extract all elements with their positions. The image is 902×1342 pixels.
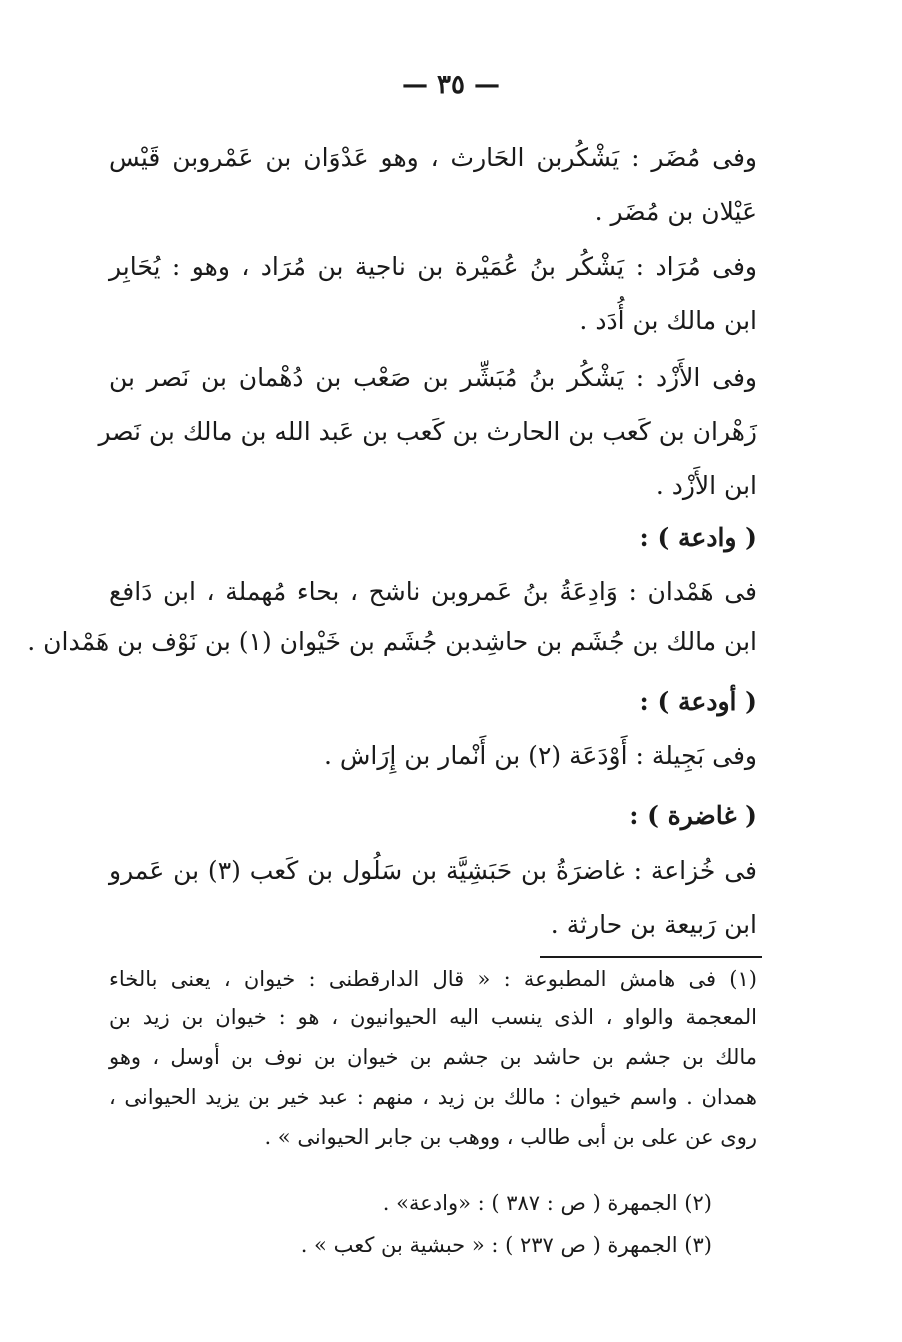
footnote-line: مالك بن جشم بن حاشد بن جشم بن خيوان بن نوف بن أوسل ، وهو bbox=[109, 1045, 757, 1069]
section-heading-ghadira: ( غاضرة ) : bbox=[629, 801, 757, 830]
text-line: وفى الأَزْد : يَشْكُر بنُ مُبَشِّر بن صَعْب بن دُهْمان بن نَصر بن bbox=[109, 363, 757, 392]
page-number: — ٣٥ — bbox=[401, 70, 501, 100]
text-line: ابن مالك بن جُشَم بن حاشِدبن جُشَم بن خَيْوان (١) بن نَوْف بن هَمْدان . bbox=[27, 627, 757, 656]
footnote-line: همدان . واسم خيوان : مالك بن زيد ، منهم : عبد خير بن يزيد الحيوانى ، bbox=[109, 1085, 757, 1109]
text-line: عَيْلان بن مُضَر . bbox=[594, 197, 757, 226]
footnote-rule bbox=[540, 956, 762, 958]
footnote-line: روى عن على بن أبى طالب ، ووهب بن جابر الحيوانى » . bbox=[264, 1125, 757, 1149]
text-line: وفى مُرَاد : يَشْكُر بنُ عُمَيْرة بن ناجية بن مُرَاد ، وهو : يُحَابِر bbox=[109, 252, 757, 281]
section-heading-wadia: ( وادعة ) : bbox=[639, 523, 757, 552]
text-line: وفى بَجِيلة : أَوْدَعَة (٢) بن أَنْمار بن إِرَاش . bbox=[323, 741, 757, 770]
text-line: فى خُزاعة : غاضرَةُ بن حَبَشِيَّة بن سَلُول بن كَعب (٣) بن عَمرو bbox=[109, 856, 758, 885]
footnote-line: المعجمة والواو ، الذى ينسب اليه الحيوانيون ، هو : خيوان بن زيد بن bbox=[109, 1005, 757, 1029]
text-line: زَهْران بن كَعب بن الحارث بن كَعب بن عَبد الله بن مالك بن نَصر bbox=[98, 417, 757, 446]
footnote-line: (١) فى هامش المطبوعة : « قال الدارقطنى : خيوان ، يعنى بالخاء bbox=[109, 967, 757, 991]
footnote-line: (٣) الجمهرة ( ص ٢٣٧ ) : « حبشية بن كعب » . bbox=[300, 1233, 712, 1257]
text-line: ابن رَبيعة بن حارثة . bbox=[550, 910, 757, 939]
text-line: ابن مالك بن أُدَد . bbox=[579, 306, 757, 335]
footnote-line: (٢) الجمهرة ( ص : ٣٨٧ ) : «وادعة» . bbox=[382, 1191, 712, 1215]
text-line: فى هَمْدان : وَادِعَةُ بنُ عَمروبن ناشح ، بحاء مُهملة ، ابن دَافع bbox=[109, 577, 757, 606]
text-line: وفى مُضَر : يَشْكُربن الحَارث ، وهو عَدْوَان بن عَمْروبن قَيْس bbox=[109, 143, 757, 172]
text-line: ابن الأَزْد . bbox=[655, 471, 757, 500]
section-heading-awdaa: ( أودعة ) : bbox=[639, 687, 757, 716]
